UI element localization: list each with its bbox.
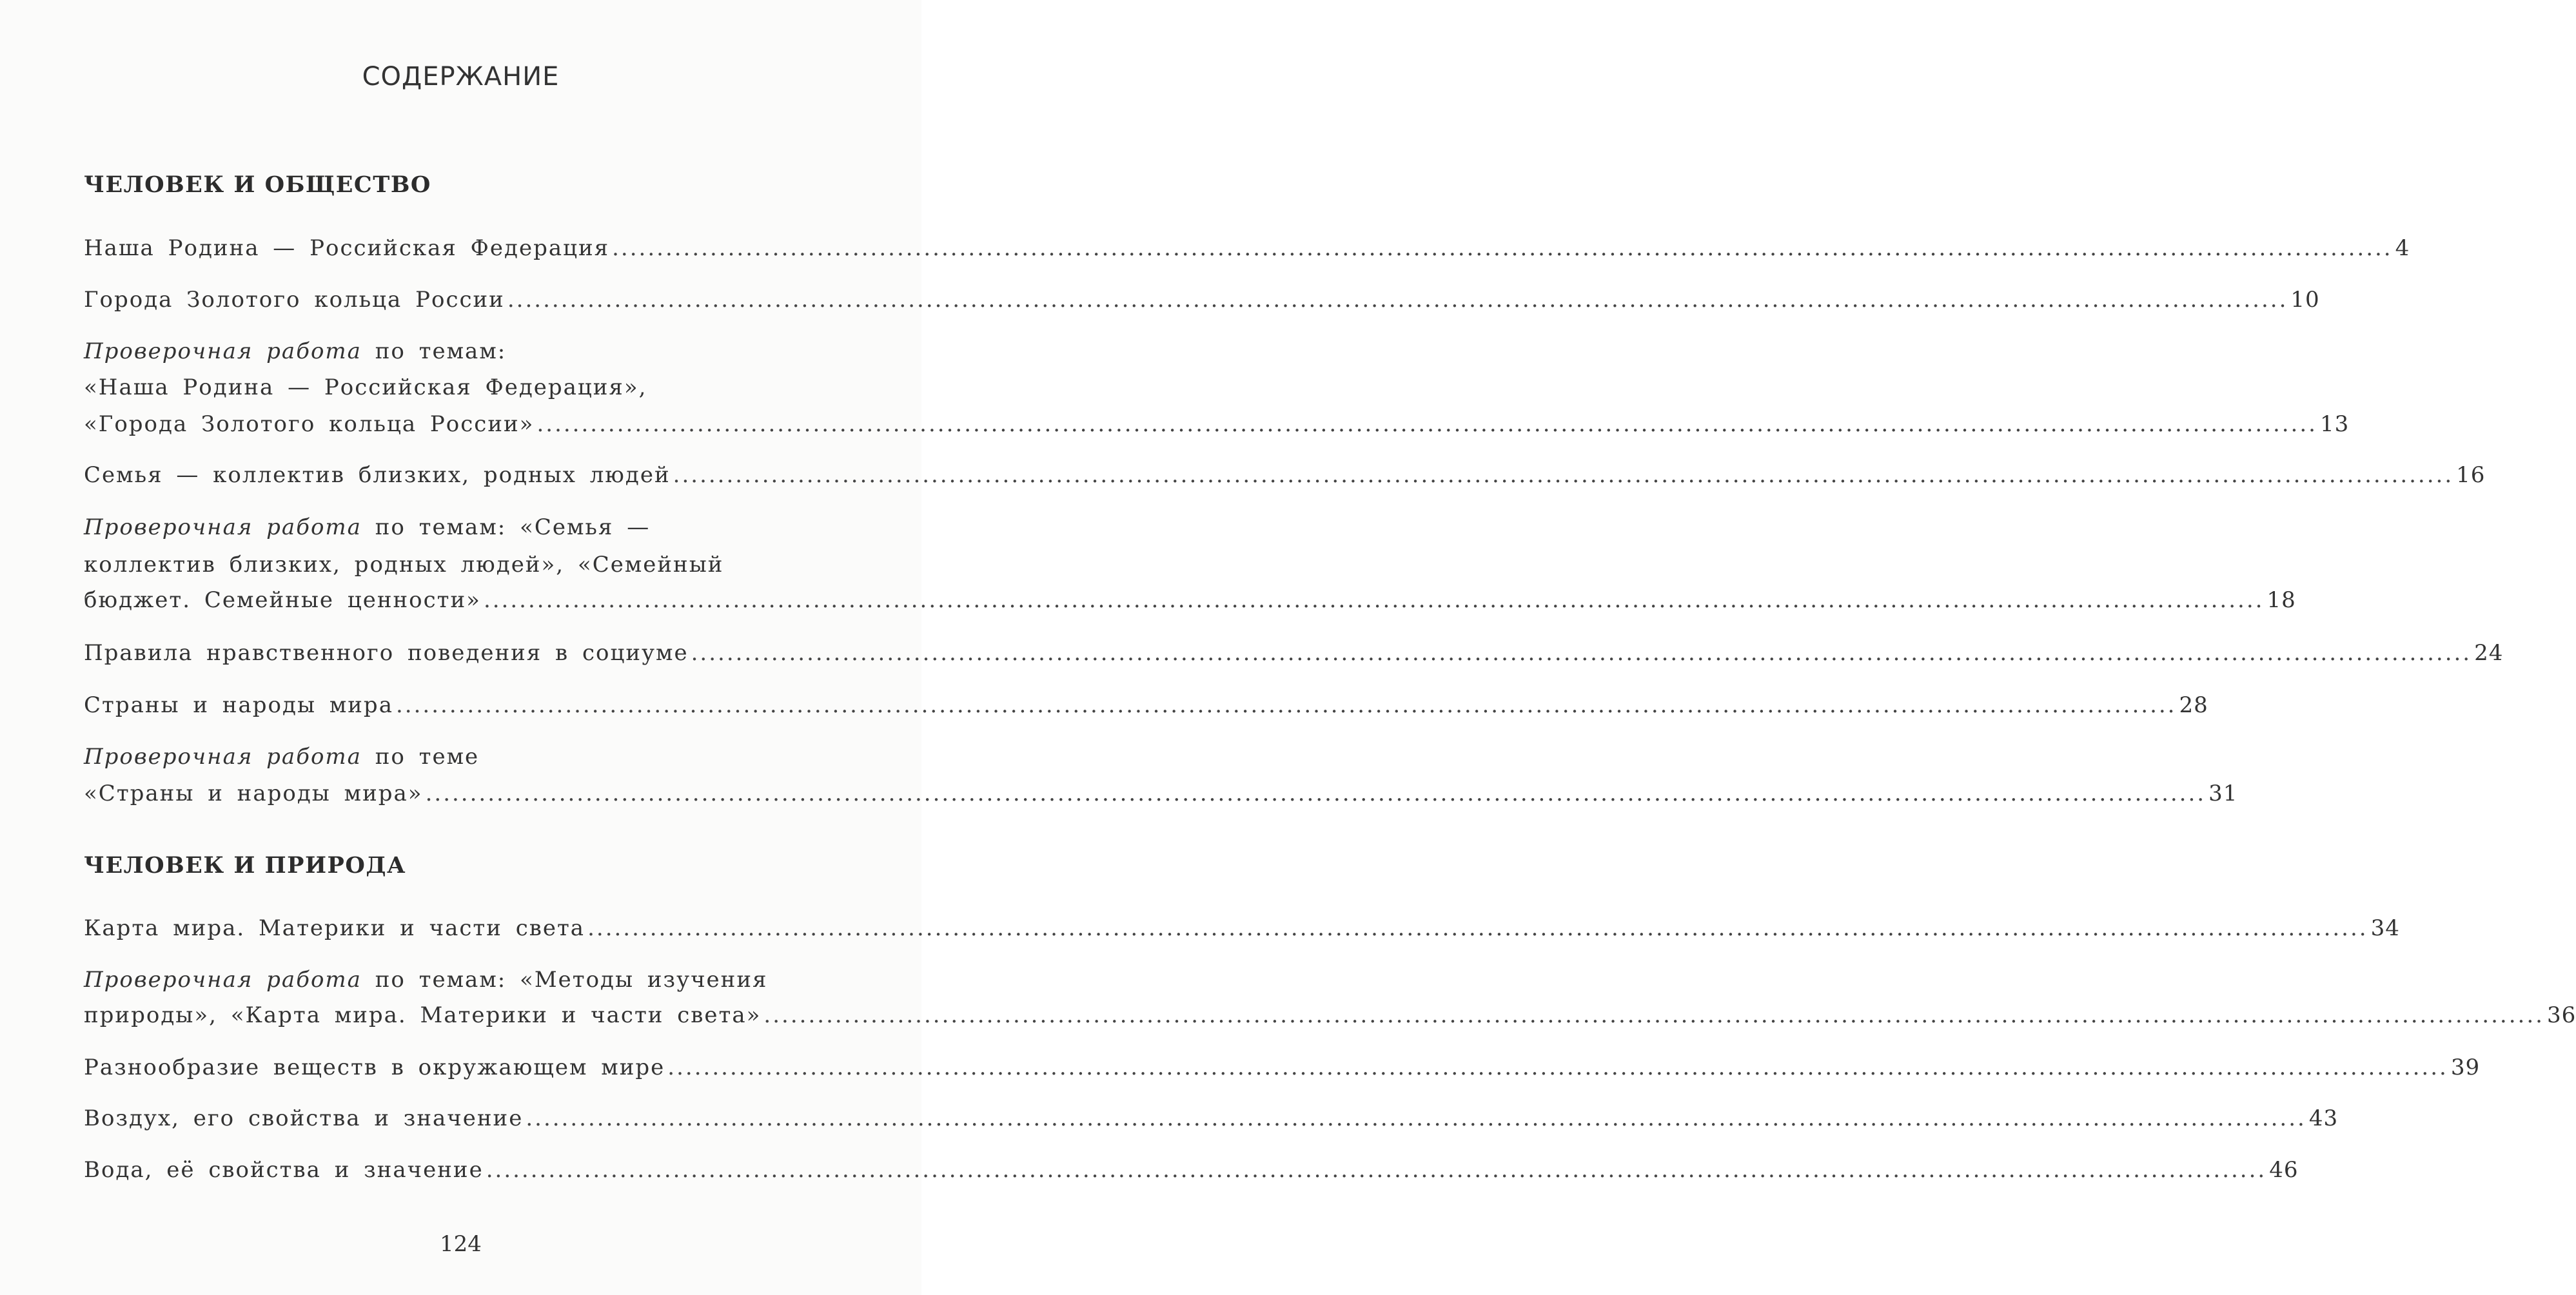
toc-entry-title: Города Золотого кольца России: [84, 287, 505, 313]
toc-entry-text: [84, 514, 650, 540]
toc-entry-title: «Города Золотого кольца России»: [84, 411, 535, 437]
toc-page-number: 34: [2370, 915, 2400, 941]
toc-entry-text: [84, 375, 647, 400]
toc-entry-link[interactable]: [84, 1153, 2299, 1187]
toc-page-number: 24: [2474, 640, 2504, 666]
toc-entry-text: [84, 1101, 523, 1136]
toc-entry-text: [84, 998, 761, 1033]
dot-leader: ........................................................................................................................................................................................................: [526, 1105, 2306, 1131]
toc-page-number: 31: [2208, 781, 2238, 806]
dot-leader: ........................................................................................................................................................................................................: [673, 462, 2454, 488]
toc-entry-text: [84, 776, 423, 811]
toc-entry-text: [84, 636, 689, 670]
toc-entry-text: [84, 688, 393, 723]
page-title: СОДЕРЖАНИЕ: [362, 62, 560, 92]
toc-entry-text: [84, 231, 609, 266]
toc-page-number: 46: [2269, 1157, 2299, 1183]
toc-entry-line: [84, 547, 858, 582]
toc-entry-title: Вода, её свойства и значение: [84, 1157, 484, 1183]
check-work-label: Проверочная работа: [84, 744, 362, 770]
toc-entry-link[interactable]: [84, 998, 2576, 1033]
dot-leader: ........................................................................................................................................................................................................: [612, 235, 2393, 261]
toc-entry-link[interactable]: [84, 583, 2296, 618]
toc-entry-title: Семья — коллектив близких, родных людей: [84, 462, 671, 488]
toc-entry-link[interactable]: [84, 282, 2320, 317]
check-work-label: Проверочная работа: [84, 514, 362, 540]
toc-page-number: 4: [2395, 235, 2410, 261]
dot-leader: ........................................................................................................................................................................................................: [536, 411, 2317, 437]
toc-entry-title: «Наша Родина — Российская Федерация»,: [84, 375, 647, 400]
toc-entry-title: по темам: «Методы изучения: [361, 967, 768, 993]
toc-entry-text: [84, 583, 481, 618]
dot-leader: ........................................................................................................................................................................................................: [483, 587, 2265, 613]
toc-entry-title: Карта мира. Материки и части света: [84, 915, 585, 941]
dot-leader: ........................................................................................................................................................................................................: [667, 1055, 2448, 1080]
toc-entry-title: Страны и народы мира: [84, 692, 393, 718]
dot-leader: ........................................................................................................................................................................................................: [507, 287, 2288, 313]
toc-entry-title: природы», «Карта мира. Материки и части света»: [84, 1002, 762, 1028]
toc-entry-text: [84, 911, 585, 946]
section-heading: ЧЕЛОВЕК И ПРИРОДА: [84, 852, 406, 879]
dot-leader: ........................................................................................................................................................................................................: [587, 915, 2368, 941]
toc-entry-text: [84, 967, 767, 993]
toc-entry-line: [84, 334, 858, 369]
toc-entry-text: [84, 458, 671, 492]
toc-entry-link[interactable]: [84, 407, 2350, 442]
toc-entry-link[interactable]: [84, 688, 2208, 723]
toc-entry-title: коллектив близких, родных людей», «Семейный: [84, 552, 724, 578]
toc-page-number: 39: [2450, 1055, 2481, 1080]
page-number: 124: [440, 1231, 482, 1257]
toc-entry-title: «Страны и народы мира»: [84, 781, 423, 806]
toc-entry-link[interactable]: [84, 1101, 2339, 1136]
toc-entry-line: [84, 962, 858, 997]
toc-entry-title: Воздух, его свойства и значение: [84, 1105, 524, 1131]
toc-entry-title: по темам: «Семья —: [361, 514, 651, 540]
toc-entry-title: Разнообразие веществ в окружающем мире: [84, 1055, 665, 1080]
toc-entry-title: Правила нравственного поведения в социуме: [84, 640, 689, 666]
toc-entry-line: [84, 739, 858, 774]
toc-page-number: 16: [2456, 462, 2486, 488]
toc-page-number: 28: [2179, 692, 2208, 718]
check-work-label: Проверочная работа: [84, 338, 362, 364]
toc-entry-text: [84, 1050, 665, 1085]
toc-entry-link[interactable]: [84, 636, 2504, 670]
dot-leader: ........................................................................................................................................................................................................: [763, 1002, 2544, 1028]
toc-entry-line: [84, 510, 858, 545]
toc-entry-title: Наша Родина — Российская Федерация: [84, 235, 610, 261]
toc-entry-title: бюджет. Семейные ценности»: [84, 587, 481, 613]
section-heading: ЧЕЛОВЕК И ОБЩЕСТВО: [84, 171, 431, 198]
dot-leader: ........................................................................................................................................................................................................: [691, 640, 2472, 666]
toc-page-number: 43: [2308, 1105, 2339, 1131]
toc-page-number: 18: [2266, 587, 2296, 613]
toc-entry-link[interactable]: [84, 911, 2400, 946]
toc-entry-line: [84, 370, 858, 405]
dot-leader: ........................................................................................................................................................................................................: [425, 781, 2207, 806]
toc-entry-text: [84, 1153, 484, 1187]
toc-entry-title: по темам:: [361, 338, 507, 364]
toc-entry-link[interactable]: [84, 458, 2486, 492]
toc-page-number: 13: [2319, 411, 2350, 437]
check-work-label: Проверочная работа: [84, 967, 362, 993]
toc-page-number: 10: [2290, 287, 2320, 313]
toc-entry-link[interactable]: [84, 231, 2410, 266]
toc-entry-text: [84, 407, 534, 442]
toc-entry-text: [84, 338, 506, 364]
toc-entry-text: [84, 282, 505, 317]
dot-leader: ........................................................................................................................................................................................................: [486, 1157, 2267, 1183]
toc-entry-link[interactable]: [84, 776, 2238, 811]
toc-entry-text: [84, 552, 723, 578]
toc-entry-link[interactable]: [84, 1050, 2481, 1085]
toc-entry-title: по теме: [361, 744, 480, 770]
dot-leader: ........................................................................................................................................................................................................: [395, 692, 2177, 718]
toc-page-number: 36: [2546, 1002, 2576, 1028]
toc-entry-text: [84, 744, 479, 770]
